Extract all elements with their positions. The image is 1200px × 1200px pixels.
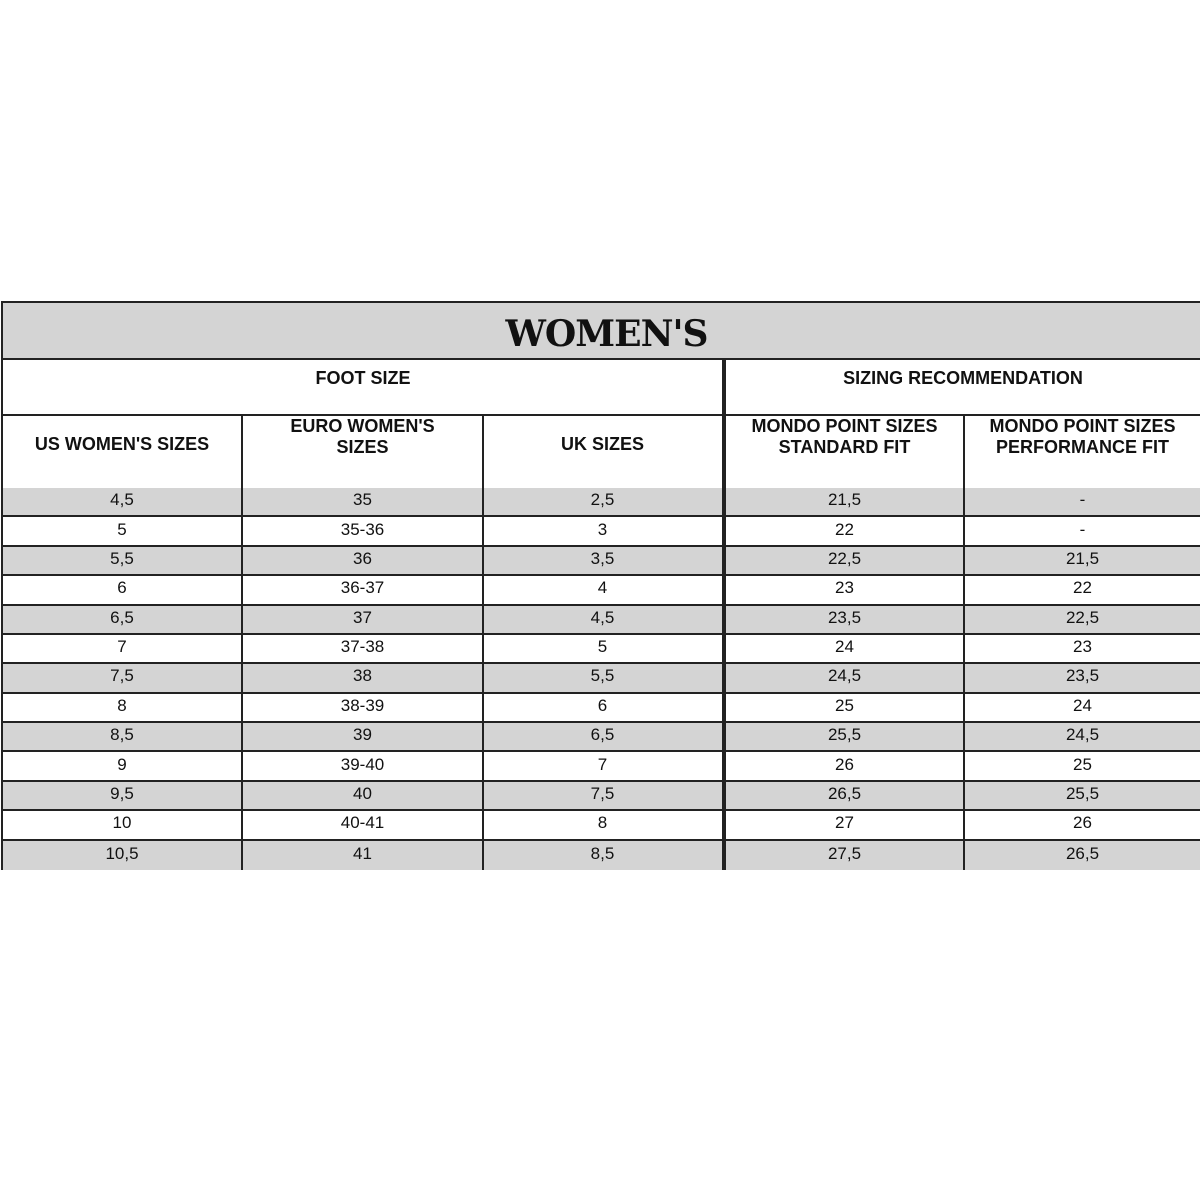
table-cell: 40-41	[340, 813, 385, 833]
table-cell: 25	[835, 695, 854, 715]
table-cell: 23,5	[1065, 666, 1100, 686]
table-cell: -	[1079, 490, 1086, 510]
table-cell: 41	[353, 843, 372, 863]
table-cell: 8	[597, 813, 608, 833]
table-cell: 8,5	[590, 843, 615, 863]
size-chart-table	[1, 301, 1200, 870]
table-cell: 4	[597, 578, 608, 598]
table-cell: 5,5	[110, 548, 134, 568]
table-cell: 26,5	[1065, 843, 1100, 863]
table-cell: 22,5	[1065, 607, 1100, 627]
header-uk-sizes	[484, 416, 721, 488]
table-row	[3, 752, 1200, 781]
table-cell: 22	[835, 519, 854, 539]
table-cell: 6	[597, 695, 608, 715]
table-cell: 23	[835, 578, 854, 598]
table-cell: 24	[1073, 695, 1092, 715]
header-line: PERFORMANCE FIT	[995, 437, 1169, 457]
table-cell: 3,5	[590, 548, 615, 568]
column-header-row	[3, 416, 1200, 490]
table-cell: -	[1079, 519, 1086, 539]
table-cell: 37-38	[340, 637, 385, 657]
table-row	[3, 576, 1200, 605]
table-cell: 24,5	[1065, 725, 1100, 745]
table-cell: 25,5	[827, 725, 862, 745]
table-cell: 5	[597, 637, 608, 657]
table-cell: 5	[117, 519, 127, 539]
table-cell: 36	[353, 548, 372, 568]
table-cell: 3	[597, 519, 608, 539]
table-cell: 22	[1073, 578, 1092, 598]
table-row	[3, 488, 1200, 517]
table-cell: 37	[353, 607, 372, 627]
column-divider	[241, 416, 243, 870]
column-divider	[482, 416, 484, 870]
table-cell: 23	[1073, 637, 1092, 657]
header-line: STANDARD FIT	[778, 437, 911, 457]
table-cell: 39	[353, 725, 372, 745]
table-cell: 35	[353, 490, 372, 510]
header-line: US WOMEN'S SIZES	[34, 433, 210, 454]
column-divider	[963, 416, 965, 870]
group-foot-size: FOOT SIZE	[315, 368, 411, 388]
table-cell: 2,5	[590, 490, 615, 510]
table-row	[3, 841, 1200, 870]
header-mondo-performance	[965, 416, 1200, 488]
header-euro-sizes	[243, 416, 482, 488]
table-cell: 24	[835, 637, 854, 657]
table-row	[3, 517, 1200, 546]
table-body	[3, 488, 1200, 870]
table-cell: 35-36	[340, 519, 385, 539]
table-cell: 6,5	[590, 725, 615, 745]
table-cell: 4,5	[590, 607, 615, 627]
table-cell: 21,5	[827, 490, 862, 510]
table-cell: 23,5	[827, 607, 862, 627]
table-cell: 38-39	[340, 695, 385, 715]
table-row	[3, 694, 1200, 723]
table-cell: 10,5	[105, 843, 139, 863]
table-cell: 6	[117, 578, 127, 598]
table-cell: 25,5	[1065, 784, 1100, 804]
header-line: MONDO POINT SIZES	[989, 416, 1176, 436]
group-sizing-recommendation: SIZING RECOMMENDATION	[843, 368, 1083, 388]
table-cell: 39-40	[340, 754, 385, 774]
header-line: UK SIZES	[560, 433, 644, 454]
table-row	[3, 811, 1200, 840]
table-cell: 7,5	[590, 784, 615, 804]
table-cell: 27	[835, 813, 854, 833]
table-cell: 8	[117, 695, 127, 715]
table-cell: 26	[1073, 813, 1092, 833]
table-cell: 26,5	[827, 784, 862, 804]
table-cell: 27,5	[827, 843, 862, 863]
header-us-sizes	[3, 416, 241, 488]
table-row	[3, 635, 1200, 664]
header-line: EURO WOMEN'S	[290, 416, 435, 436]
table-cell: 9	[117, 754, 127, 774]
table-row	[3, 664, 1200, 693]
header-mondo-standard	[726, 416, 963, 488]
group-header-row	[3, 360, 1200, 416]
header-line: SIZES	[336, 437, 389, 457]
table-cell: 24,5	[827, 666, 862, 686]
table-title: WOMEN'S	[505, 312, 708, 355]
table-row	[3, 606, 1200, 635]
table-cell: 38	[353, 666, 372, 686]
table-cell: 7	[117, 637, 127, 657]
table-cell: 22,5	[827, 548, 862, 568]
table-cell: 8,5	[110, 725, 134, 745]
header-line: MONDO POINT SIZES	[751, 416, 938, 436]
table-cell: 7,5	[110, 666, 134, 686]
table-cell: 25	[1073, 754, 1092, 774]
title-bar	[3, 303, 1200, 360]
table-cell: 9,5	[110, 784, 134, 804]
divider-foot-recommendation	[722, 360, 726, 870]
table-row	[3, 547, 1200, 576]
table-cell: 40	[353, 784, 372, 804]
table-cell: 36-37	[340, 578, 385, 598]
table-cell: 10	[112, 813, 132, 833]
table-row	[3, 782, 1200, 811]
table-cell: 26	[835, 754, 854, 774]
table-cell: 4,5	[110, 490, 134, 510]
table-cell: 5,5	[590, 666, 615, 686]
table-cell: 6,5	[110, 607, 134, 627]
table-row	[3, 723, 1200, 752]
table-cell: 7	[597, 754, 608, 774]
table-cell: 21,5	[1065, 548, 1100, 568]
